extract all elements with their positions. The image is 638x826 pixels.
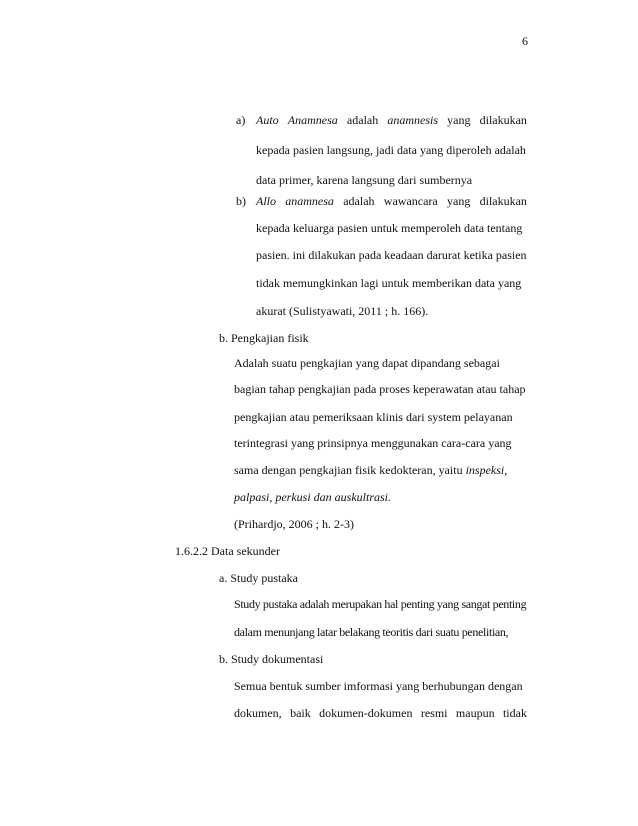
word: maupun xyxy=(455,706,495,720)
study-pustaka-line-1: Study pustaka adalah merupakan hal penting yang sangat penting xyxy=(234,597,527,611)
list-marker-a: a) xyxy=(236,113,246,127)
section-heading-study-pustaka: a. Study pustaka xyxy=(219,571,298,585)
word: Allo xyxy=(256,194,276,208)
word: wawancara xyxy=(383,194,438,208)
word: adalah xyxy=(346,113,379,127)
word: dilakukan xyxy=(479,194,527,208)
section-heading-study-dokumentasi: b. Study dokumentasi xyxy=(219,652,324,666)
list-b-line-3: pasien. ini dilakukan pada keadaan darurat ketika pasien xyxy=(256,248,527,262)
pengkajian-fisik-line-1: Adalah suatu pengkajian yang dapat dipandang sebagai xyxy=(234,356,500,370)
list-a-line-2: kepada pasien langsung, jadi data yang diperoleh adalah xyxy=(256,143,526,157)
list-b-line-2: kepada keluarga pasien untuk memperoleh data tentang xyxy=(256,221,523,235)
word: dokumen-dokumen xyxy=(319,706,413,720)
text-italic: inspeksi, xyxy=(465,463,508,477)
section-heading-data-sekunder: 1.6.2.2 Data sekunder xyxy=(175,544,280,558)
list-b-line-1 xyxy=(256,193,527,209)
word: Anamnesa xyxy=(287,113,338,127)
word: yang xyxy=(447,194,471,208)
word: adalah xyxy=(343,194,375,208)
pengkajian-fisik-line-4: terintegrasi yang prinsipnya menggunakan cara-cara yang xyxy=(234,436,512,450)
pengkajian-fisik-citation: (Prihardjo, 2006 ; h. 2-3) xyxy=(234,517,354,531)
word: dilakukan xyxy=(479,113,527,127)
list-b-line-4: tidak memungkinkan lagi untuk memberikan data yang xyxy=(256,276,522,290)
page-number: 6 xyxy=(522,34,528,48)
word: yang xyxy=(447,113,471,127)
pengkajian-fisik-line-6: palpasi, perkusi dan auskultrasi. xyxy=(234,490,392,504)
word: resmi xyxy=(420,706,448,720)
pengkajian-fisik-line-5 xyxy=(234,462,507,478)
word: anamnesa xyxy=(285,194,334,208)
section-heading-pengkajian-fisik: b. Pengkajian fisik xyxy=(219,331,309,345)
list-marker-b: b) xyxy=(236,194,246,208)
pengkajian-fisik-line-2: bagian tahap pengkajian pada proses keperawatan atau tahap xyxy=(234,382,526,396)
text-plain: sama dengan pengkajian fisik kedokteran, yaitu xyxy=(234,463,463,477)
study-dokumentasi-line-2 xyxy=(234,705,527,721)
word: Auto xyxy=(256,113,279,127)
list-a-line-1 xyxy=(256,112,527,128)
study-dokumentasi-line-1: Semua bentuk sumber imformasi yang berhubungan dengan xyxy=(234,679,523,693)
word: tidak xyxy=(502,706,527,720)
pengkajian-fisik-line-3: pengkajian atau pemeriksaan klinis dari system pelayanan xyxy=(234,410,513,424)
word: anamnesis xyxy=(387,113,439,127)
list-a-line-3: data primer, karena langsung dari sumbernya xyxy=(256,173,473,187)
word: dokumen, xyxy=(234,706,282,720)
study-pustaka-line-2: dalam menunjang latar belakang teoritis dari suatu penelitian, xyxy=(234,625,509,639)
word: baik xyxy=(290,706,311,720)
list-b-line-5: akurat (Sulistyawati, 2011 ; h. 166). xyxy=(256,304,429,318)
